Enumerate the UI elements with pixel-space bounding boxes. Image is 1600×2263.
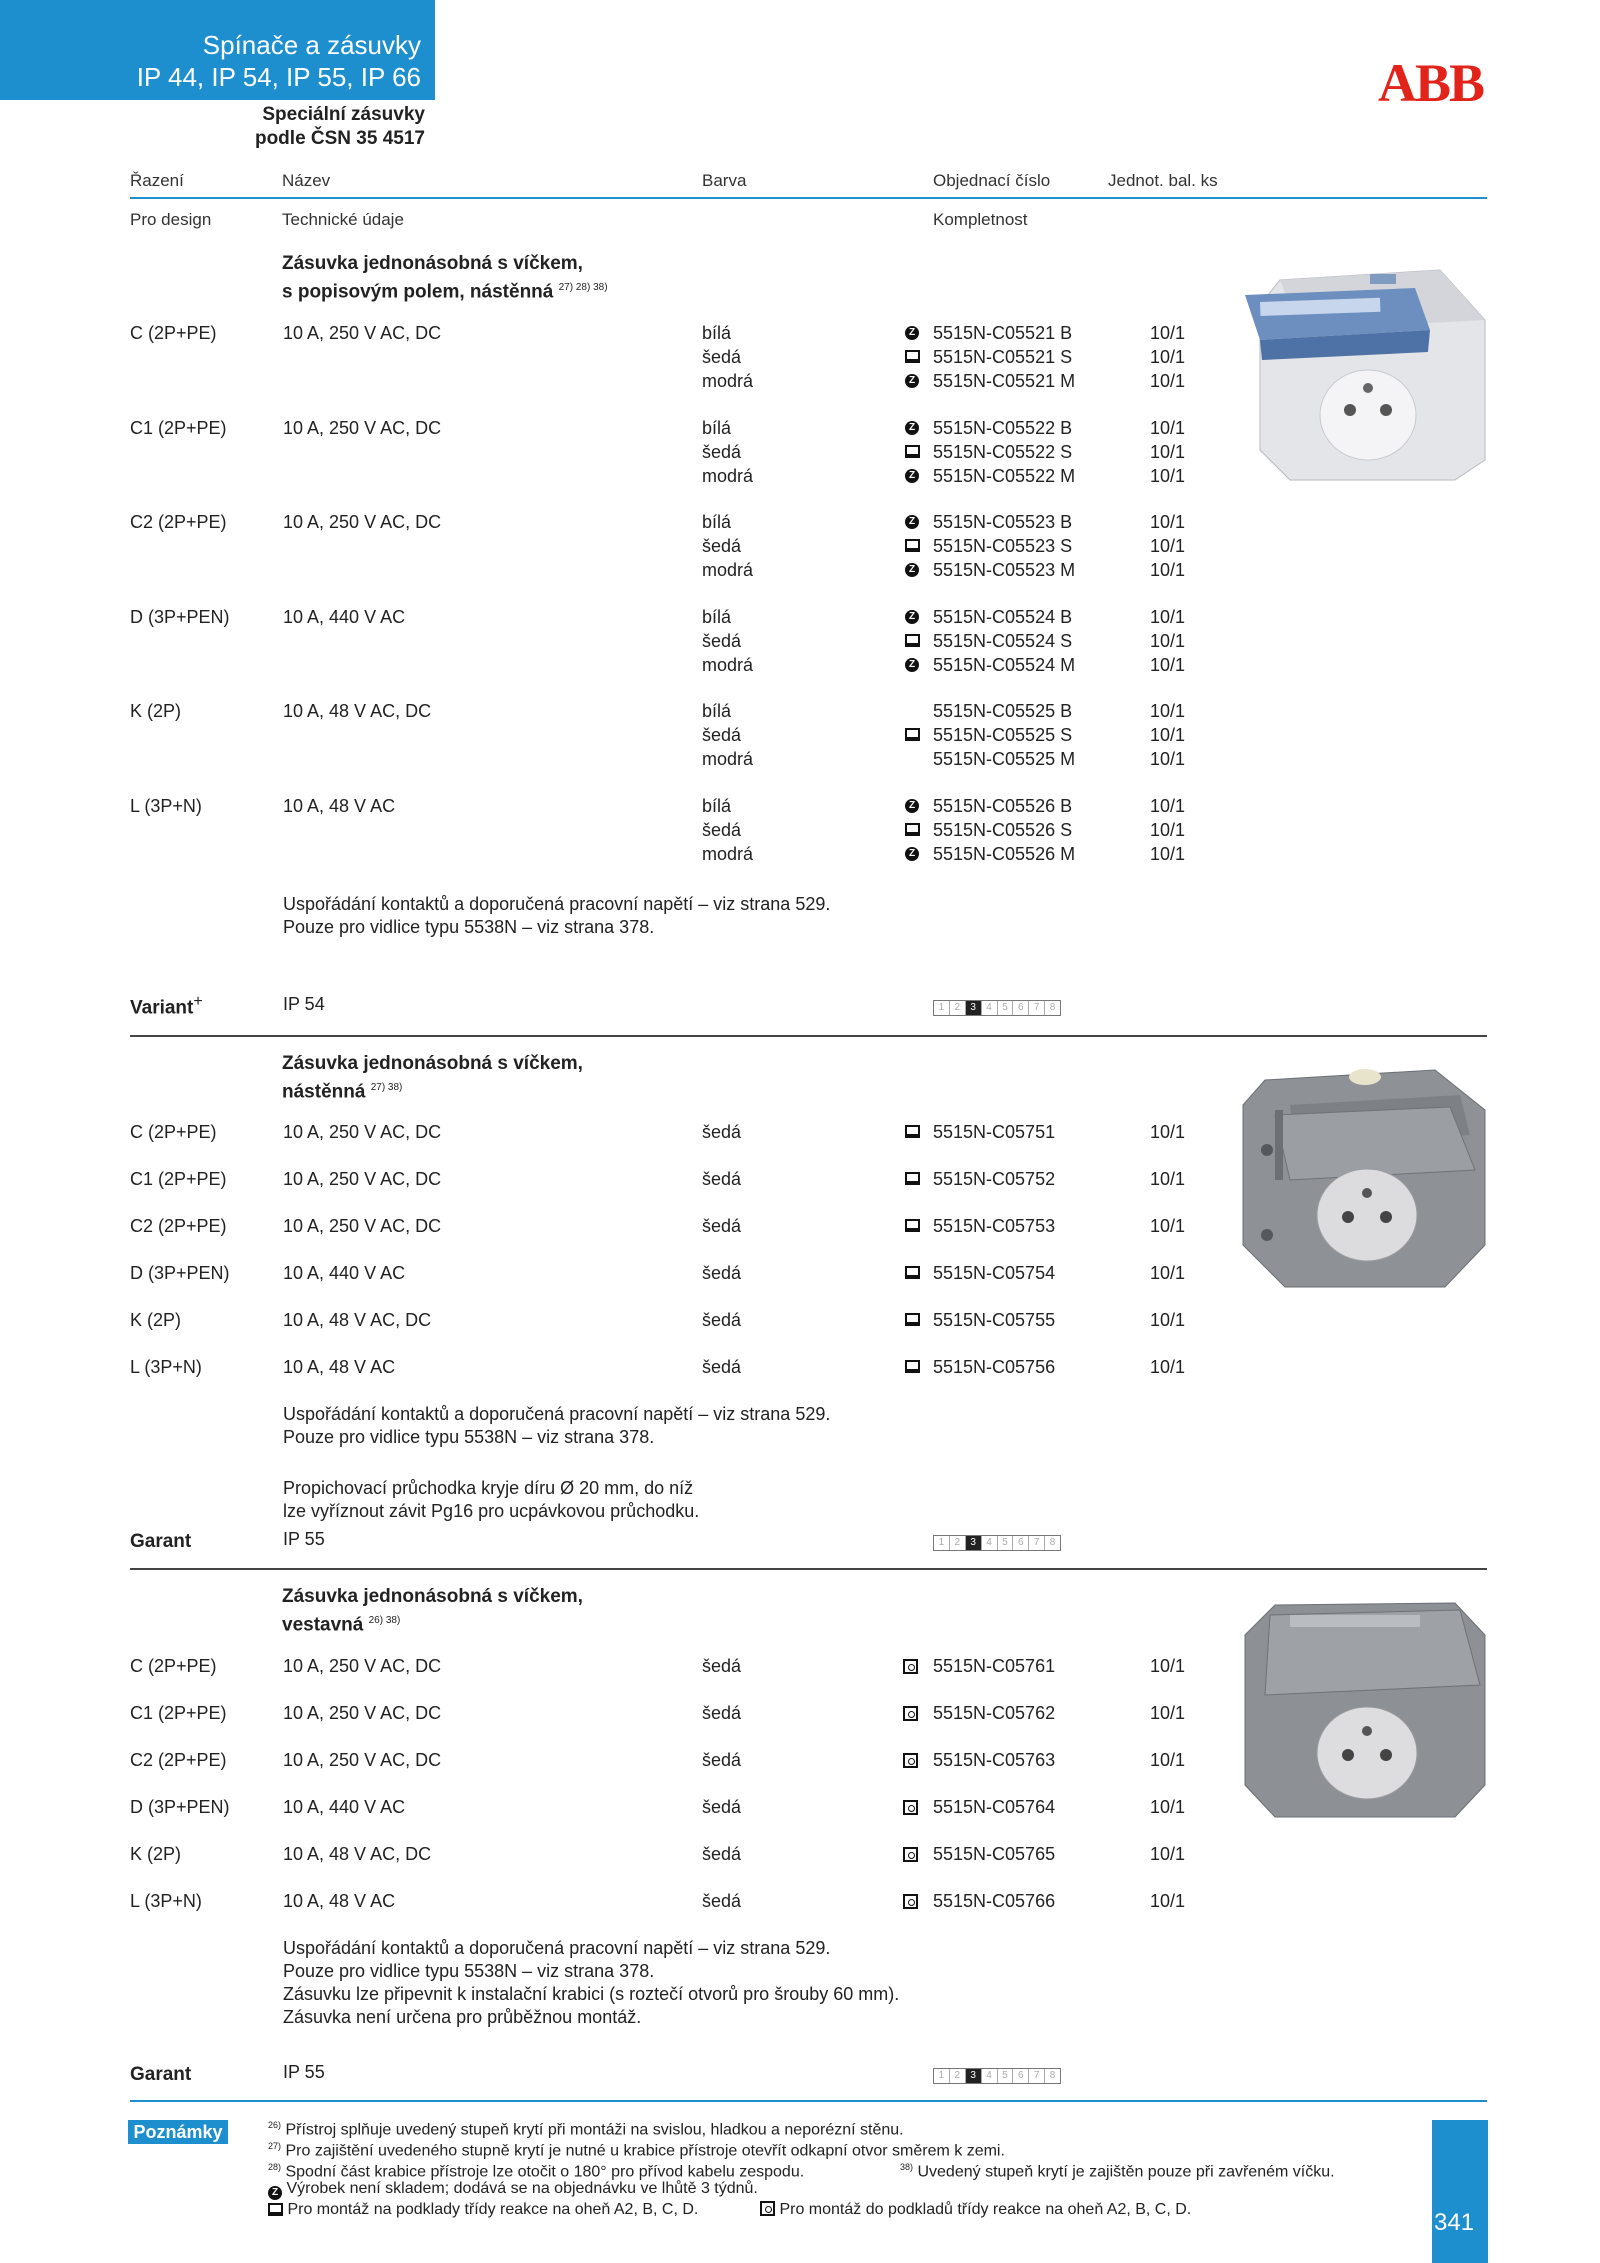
section2-note4: lze vyříznout závit Pg16 pro ucpávkovou průchodku. <box>283 1501 700 1521</box>
row-pack-qty: 10/1 <box>1150 347 1186 367</box>
ip-scale-variant <box>933 1000 1061 1016</box>
row-order-number: 5515N-C05753 <box>933 1216 1056 1236</box>
row-razeni: L (3P+N) <box>130 1357 202 1377</box>
not-in-stock-icon: Z <box>905 326 919 340</box>
row-order-number: 5515N-C05521 B <box>933 323 1073 343</box>
row-pack-qty: 10/1 <box>1150 1797 1186 1817</box>
surface-mount-icon <box>905 1219 920 1232</box>
row-nazev: 10 A, 48 V AC <box>283 1891 396 1911</box>
row-razeni: L (3P+N) <box>130 796 202 816</box>
row-razeni: C (2P+PE) <box>130 1656 217 1676</box>
col-nazev: Název <box>282 171 331 190</box>
not-in-stock-icon: Z <box>905 658 919 672</box>
row-order-number: 5515N-C05525 S <box>933 725 1073 745</box>
not-in-stock-icon: Z <box>905 421 919 435</box>
row-pack-qty: 10/1 <box>1150 631 1186 651</box>
footnote-sq <box>760 2199 1191 2220</box>
section1-title-line1: Zásuvka jednonásobná s víčkem, <box>282 253 583 274</box>
row-barva: šedá <box>702 725 742 745</box>
row-nazev: 10 A, 250 V AC, DC <box>283 1169 442 1189</box>
scale-cell: 8 <box>1049 1002 1056 1013</box>
row-order-number: 5515N-C05525 B <box>933 701 1073 721</box>
row-barva: šedá <box>702 1357 742 1377</box>
row-razeni: C1 (2P+PE) <box>130 418 227 438</box>
sq-text: Pro montáž do podkladů třídy reakce na oheň A2, B, C, D. <box>779 2201 1192 2218</box>
scale-cell: 4 <box>982 1536 998 1550</box>
row-pack-qty: 10/1 <box>1150 560 1186 580</box>
box-text: Pro montáž na podklady třídy reakce na oheň A2, B, C, D. <box>287 2201 699 2218</box>
scale-cell: 7 <box>1029 1536 1045 1550</box>
row-barva: modrá <box>702 560 754 580</box>
footnote-box <box>268 2199 698 2220</box>
footnote-38 <box>900 2157 1335 2182</box>
surface-mount-icon <box>905 350 920 363</box>
not-in-stock-icon: Z <box>905 799 919 813</box>
row-barva: modrá <box>702 749 754 769</box>
row-barva: šedá <box>702 1169 742 1189</box>
row-pack-qty: 10/1 <box>1150 1891 1186 1911</box>
not-in-stock-icon: Z <box>905 610 919 624</box>
row-order-number: 5515N-C05756 <box>933 1357 1056 1377</box>
row-pack-qty: 10/1 <box>1150 796 1186 816</box>
fn28-text: Spodní část krabice přístroje lze otočit o 180° pro přívod kabelu zespodu. <box>285 2163 805 2181</box>
row-nazev: 10 A, 250 V AC, DC <box>283 512 442 532</box>
section1-title-line2: s popisovým polem, nástěnná <box>282 281 554 303</box>
row-nazev: 10 A, 250 V AC, DC <box>283 1703 442 1723</box>
row-barva: šedá <box>702 347 742 367</box>
row-pack-qty: 10/1 <box>1150 1703 1186 1723</box>
surface-mount-icon <box>905 1266 920 1279</box>
scale-cell: 2 <box>950 2069 966 2083</box>
scale-cell: 6 <box>1013 1001 1029 1015</box>
not-in-stock-icon: Z <box>268 2186 282 2200</box>
row-order-number: 5515N-C05752 <box>933 1169 1056 1189</box>
row-barva: bílá <box>702 512 732 532</box>
section1-note1: Uspořádání kontaktů a doporučená pracovní napětí – viz strana 529. <box>283 894 831 914</box>
row-razeni: C2 (2P+PE) <box>130 1216 227 1236</box>
header-divider <box>130 197 1487 199</box>
surface-mount-icon <box>905 728 920 741</box>
footnotes-divider <box>130 2100 1487 2102</box>
surface-mount-icon <box>905 634 920 647</box>
subtitle-line1: Speciální zásuvky <box>262 104 425 125</box>
row-razeni: C1 (2P+PE) <box>130 1169 227 1189</box>
row-nazev: 10 A, 440 V AC <box>283 1263 406 1283</box>
row-razeni: C1 (2P+PE) <box>130 1703 227 1723</box>
col-objednaci: Objednací číslo <box>933 171 1051 190</box>
row-razeni: D (3P+PEN) <box>130 1263 230 1283</box>
row-barva: šedá <box>702 1656 742 1676</box>
row-order-number: 5515N-C05522 S <box>933 442 1073 462</box>
garant1-label: Garant <box>130 1531 192 1552</box>
section2-divider <box>130 1035 1487 1037</box>
row-pack-qty: 10/1 <box>1150 844 1186 864</box>
row-barva: šedá <box>702 1310 742 1330</box>
col-razeni: Řazení <box>130 171 184 190</box>
variant-ip: IP 54 <box>283 994 325 1014</box>
row-nazev: 10 A, 250 V AC, DC <box>283 1750 442 1770</box>
section-title-box <box>0 0 435 100</box>
scale-cell: 5 <box>998 2069 1014 2083</box>
row-barva: šedá <box>702 631 742 651</box>
fn38-text: Uvedený stupeň krytí je zajištěn pouze při zavřeném víčku. <box>917 2163 1335 2181</box>
product-image-socket-grey-wall <box>1235 1055 1490 1290</box>
section3-note1: Uspořádání kontaktů a doporučená pracovní napětí – viz strana 529. <box>283 1938 831 1958</box>
fn28-num: 28) <box>268 2162 282 2172</box>
subtitle-line2: podle ČSN 35 4517 <box>254 128 425 149</box>
row-barva: bílá <box>702 418 732 438</box>
scale-cell: 7 <box>1029 2069 1045 2083</box>
row-order-number: 5515N-C05755 <box>933 1310 1056 1330</box>
scale-cell: 5 <box>998 1001 1014 1015</box>
scale-cell-active: 3 <box>966 1001 982 1015</box>
row-pack-qty: 10/1 <box>1150 1310 1186 1330</box>
row-order-number: 5515N-C05524 M <box>933 655 1076 675</box>
row-order-number: 5515N-C05762 <box>933 1703 1056 1723</box>
row-order-number: 5515N-C05524 S <box>933 631 1073 651</box>
row-barva: šedá <box>702 536 742 556</box>
fn26-num: 26) <box>268 2120 282 2130</box>
garant1-ip: IP 55 <box>283 1529 325 1549</box>
product-image-socket-white <box>1240 260 1490 485</box>
row-pack-qty: 10/1 <box>1150 466 1186 486</box>
not-in-stock-icon: Z <box>905 469 919 483</box>
ip-scale-garant2 <box>933 2068 1061 2084</box>
row-barva: modrá <box>702 655 754 675</box>
row-nazev: 10 A, 440 V AC <box>283 1797 406 1817</box>
flush-mount-icon <box>903 1659 918 1674</box>
row-pack-qty: 10/1 <box>1150 536 1186 556</box>
flush-mount-icon <box>903 1847 918 1862</box>
surface-mount-icon <box>905 539 920 552</box>
row-barva: šedá <box>702 1750 742 1770</box>
row-order-number: 5515N-C05766 <box>933 1891 1056 1911</box>
scale-cell: 4 <box>982 1001 998 1015</box>
row-pack-qty: 10/1 <box>1150 1844 1186 1864</box>
col-barva: Barva <box>702 171 747 190</box>
section-title-line1: Spínače a zásuvky <box>202 30 421 60</box>
page-number: 341 <box>1434 2209 1475 2236</box>
row-pack-qty: 10/1 <box>1150 1216 1186 1236</box>
variant-label-text: Variant <box>130 997 194 1019</box>
row-pack-qty: 10/1 <box>1150 1750 1186 1770</box>
section3-note3: Zásuvku lze připevnit k instalační krabici (s roztečí otvorů pro šrouby 60 mm). <box>283 1984 900 2004</box>
section1-title <box>282 252 608 304</box>
section2-note3: Propichovací průchodka kryje díru Ø 20 mm, do níž <box>283 1478 694 1498</box>
row-order-number: 5515N-C05523 B <box>933 512 1073 532</box>
col-pro-design: Pro design <box>130 210 212 229</box>
row-order-number: 5515N-C05526 B <box>933 796 1073 816</box>
section3-notes <box>283 1937 899 2029</box>
garant2-label: Garant <box>130 2064 192 2085</box>
row-razeni: D (3P+PEN) <box>130 607 230 627</box>
row-pack-qty: 10/1 <box>1150 655 1186 675</box>
surface-mount-icon <box>905 445 920 458</box>
row-razeni: C2 (2P+PE) <box>130 1750 227 1770</box>
scale-cell: 1 <box>934 1001 950 1015</box>
row-order-number: 5515N-C05526 M <box>933 844 1076 864</box>
row-razeni: K (2P) <box>130 1310 182 1330</box>
surface-mount-icon <box>268 2203 283 2216</box>
row-barva: šedá <box>702 1703 742 1723</box>
section2-title-line1: Zásuvka jednonásobná s víčkem, <box>282 1053 583 1074</box>
row-pack-qty: 10/1 <box>1150 725 1186 745</box>
row-order-number: 5515N-C05754 <box>933 1263 1056 1283</box>
row-barva: šedá <box>702 1122 742 1142</box>
section2-refs: 27) 38) <box>370 1082 403 1093</box>
row-pack-qty: 10/1 <box>1150 701 1186 721</box>
scale-cell: 1 <box>934 1536 950 1550</box>
row-pack-qty: 10/1 <box>1150 820 1186 840</box>
product-image-socket-grey-flush <box>1240 1595 1490 1820</box>
scale-cell: 8 <box>1049 1537 1056 1548</box>
row-pack-qty: 10/1 <box>1150 371 1186 391</box>
scale-cell: 7 <box>1029 1001 1045 1015</box>
surface-mount-icon <box>905 1313 920 1326</box>
row-barva: šedá <box>702 442 742 462</box>
page-number-box <box>1432 2120 1488 2263</box>
scale-cell: 8 <box>1049 2070 1056 2081</box>
row-barva: bílá <box>702 323 732 343</box>
section-title-line2: IP 44, IP 54, IP 55, IP 66 <box>136 62 421 92</box>
section3-title-line2: vestavná <box>282 1614 364 1636</box>
fn27-num: 27) <box>268 2141 282 2151</box>
fn26-text: Přístroj splňuje uvedený stupeň krytí při montáži na svislou, hladkou a neporézní stěnu. <box>285 2121 904 2139</box>
scale-cell-active: 3 <box>966 2069 982 2083</box>
row-order-number: 5515N-C05521 M <box>933 371 1076 391</box>
row-pack-qty: 10/1 <box>1150 512 1186 532</box>
row-barva: modrá <box>702 466 754 486</box>
flush-mount-icon <box>903 1894 918 1909</box>
variant-sup: + <box>193 993 203 1010</box>
col-kompletnost: Kompletnost <box>933 210 1028 229</box>
row-nazev: 10 A, 48 V AC, DC <box>283 1844 432 1864</box>
row-nazev: 10 A, 250 V AC, DC <box>283 1216 442 1236</box>
row-order-number: 5515N-C05765 <box>933 1844 1056 1864</box>
row-razeni: C (2P+PE) <box>130 1122 217 1142</box>
flush-mount-icon <box>903 1706 918 1721</box>
col-technicke: Technické údaje <box>282 210 404 229</box>
row-nazev: 10 A, 250 V AC, DC <box>283 1656 442 1676</box>
row-pack-qty: 10/1 <box>1150 418 1186 438</box>
row-order-number: 5515N-C05761 <box>933 1656 1056 1676</box>
section2-title-line2: nástěnná <box>282 1081 366 1103</box>
surface-mount-icon <box>905 1172 920 1185</box>
section3-refs: 26) 38) <box>368 1615 401 1626</box>
row-barva: šedá <box>702 1844 742 1864</box>
not-in-stock-icon: Z <box>905 374 919 388</box>
row-order-number: 5515N-C05523 S <box>933 536 1073 556</box>
flush-mount-icon <box>903 1753 918 1768</box>
row-order-number: 5515N-C05524 B <box>933 607 1073 627</box>
section2-note1: Uspořádání kontaktů a doporučená pracovní napětí – viz strana 529. <box>283 1404 831 1424</box>
row-nazev: 10 A, 250 V AC, DC <box>283 418 442 438</box>
row-barva: šedá <box>702 1216 742 1236</box>
row-pack-qty: 10/1 <box>1150 1169 1186 1189</box>
section3-note2: Pouze pro vidlice typu 5538N – viz strana 378. <box>283 1961 655 1981</box>
section3-note4: Zásuvka není určena pro průběžnou montáž. <box>283 2007 642 2027</box>
row-barva: šedá <box>702 1891 742 1911</box>
flush-mount-icon <box>903 1800 918 1815</box>
row-razeni: L (3P+N) <box>130 1891 202 1911</box>
row-pack-qty: 10/1 <box>1150 607 1186 627</box>
footnotes-label: Poznámky <box>128 2120 228 2144</box>
scale-cell: 6 <box>1013 2069 1029 2083</box>
fn27-text: Pro zajištění uvedeného stupně krytí je nutné u krabice přístroje otevřít odkapní otvor směrem k zemi. <box>285 2142 1005 2160</box>
section3-title-line1: Zásuvka jednonásobná s víčkem, <box>282 1586 583 1607</box>
abb-logo: ABB <box>1378 53 1484 113</box>
surface-mount-icon <box>905 1360 920 1373</box>
row-order-number: 5515N-C05763 <box>933 1750 1056 1770</box>
section3-divider <box>130 1568 1487 1570</box>
section1-refs: 27) 28) 38) <box>558 282 608 293</box>
row-razeni: K (2P) <box>130 1844 182 1864</box>
row-pack-qty: 10/1 <box>1150 323 1186 343</box>
row-pack-qty: 10/1 <box>1150 1263 1186 1283</box>
col-jednot: Jednot. bal. ks <box>1108 171 1218 190</box>
row-nazev: 10 A, 48 V AC <box>283 1357 396 1377</box>
scale-cell-active: 3 <box>966 1536 982 1550</box>
row-order-number: 5515N-C05521 S <box>933 347 1073 367</box>
row-pack-qty: 10/1 <box>1150 442 1186 462</box>
variant-label <box>130 993 203 1019</box>
section1-note2: Pouze pro vidlice typu 5538N – viz strana 378. <box>283 917 655 937</box>
row-barva: bílá <box>702 607 732 627</box>
surface-mount-icon <box>905 823 920 836</box>
row-order-number: 5515N-C05523 M <box>933 560 1076 580</box>
scale-cell: 6 <box>1013 1536 1029 1550</box>
scale-cell: 1 <box>934 2069 950 2083</box>
row-pack-qty: 10/1 <box>1150 1122 1186 1142</box>
section2-note2: Pouze pro vidlice typu 5538N – viz strana 378. <box>283 1427 655 1447</box>
row-barva: modrá <box>702 371 754 391</box>
row-order-number: 5515N-C05526 S <box>933 820 1073 840</box>
scale-cell: 2 <box>950 1001 966 1015</box>
row-barva: šedá <box>702 1797 742 1817</box>
row-nazev: 10 A, 250 V AC, DC <box>283 323 442 343</box>
row-pack-qty: 10/1 <box>1150 749 1186 769</box>
row-barva: šedá <box>702 1263 742 1283</box>
section2-notes <box>283 1403 830 1523</box>
fn38-num: 38) <box>900 2162 914 2172</box>
row-barva: modrá <box>702 844 754 864</box>
garant2-ip: IP 55 <box>283 2062 325 2082</box>
z-text: Výrobek není skladem; dodává se na objednávku ve lhůtě 3 týdnů. <box>286 2180 758 2197</box>
section3-title <box>282 1585 583 1637</box>
row-order-number: 5515N-C05522 B <box>933 418 1073 438</box>
row-pack-qty: 10/1 <box>1150 1357 1186 1377</box>
row-order-number: 5515N-C05751 <box>933 1122 1056 1142</box>
row-pack-qty: 10/1 <box>1150 1656 1186 1676</box>
row-nazev: 10 A, 440 V AC <box>283 607 406 627</box>
row-razeni: C2 (2P+PE) <box>130 512 227 532</box>
row-razeni: D (3P+PEN) <box>130 1797 230 1817</box>
section2-title <box>282 1052 583 1104</box>
row-nazev: 10 A, 48 V AC, DC <box>283 701 432 721</box>
row-order-number: 5515N-C05764 <box>933 1797 1056 1817</box>
row-order-number: 5515N-C05525 M <box>933 749 1076 769</box>
row-razeni: C (2P+PE) <box>130 323 217 343</box>
flush-mount-icon <box>760 2201 775 2216</box>
not-in-stock-icon: Z <box>905 563 919 577</box>
surface-mount-icon <box>905 1125 920 1138</box>
not-in-stock-icon: Z <box>905 515 919 529</box>
scale-cell: 5 <box>998 1536 1014 1550</box>
scale-cell: 2 <box>950 1536 966 1550</box>
row-barva: šedá <box>702 820 742 840</box>
scale-cell: 4 <box>982 2069 998 2083</box>
row-barva: bílá <box>702 796 732 816</box>
footnote-z <box>268 2178 758 2200</box>
row-nazev: 10 A, 48 V AC <box>283 796 396 816</box>
not-in-stock-icon: Z <box>905 847 919 861</box>
row-order-number: 5515N-C05522 M <box>933 466 1076 486</box>
ip-scale-garant1 <box>933 1535 1061 1551</box>
row-barva: bílá <box>702 701 732 721</box>
row-nazev: 10 A, 250 V AC, DC <box>283 1122 442 1142</box>
row-razeni: K (2P) <box>130 701 182 721</box>
row-nazev: 10 A, 48 V AC, DC <box>283 1310 432 1330</box>
section1-notes <box>283 893 830 939</box>
